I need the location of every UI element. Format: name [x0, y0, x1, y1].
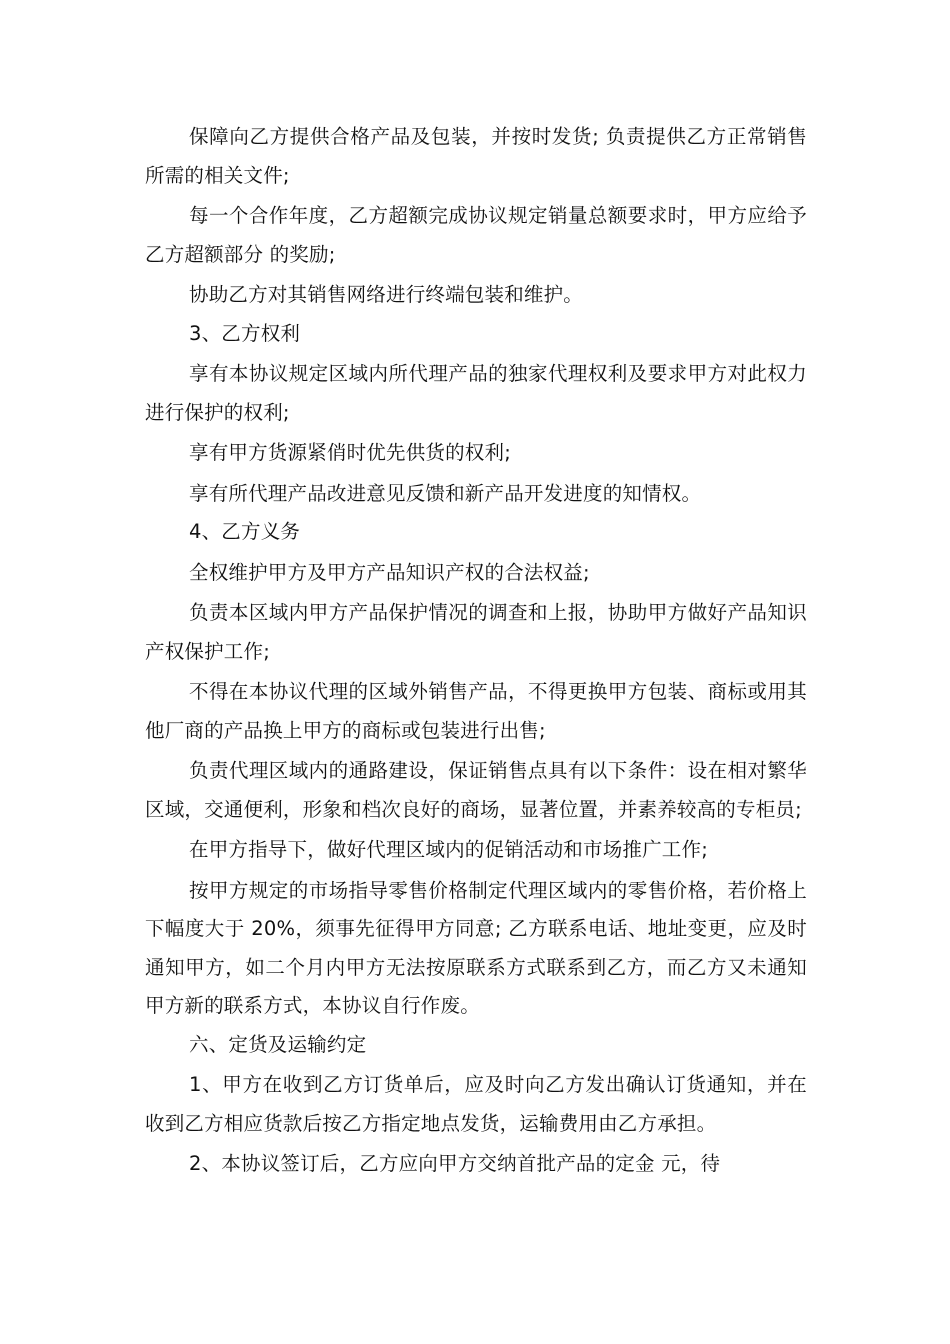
paragraph-supply-guarantee: 保障向乙方提供合格产品及包装，并按时发货; 负责提供乙方正常销售所需的相关文件;	[145, 125, 807, 187]
paragraph-right-to-know: 享有所代理产品改进意见反馈和新产品开发进度的知情权。	[189, 481, 702, 505]
section-heading-party-b-obligations: 4、乙方义务	[189, 520, 301, 543]
paragraph-network-maintenance: 协助乙方对其销售网络进行终端包装和维护。	[189, 283, 584, 306]
paragraph-deposit: 2、本协议签订后，乙方应向甲方交纳首批产品的定金 元，待	[189, 1152, 721, 1175]
paragraph-priority-supply: 享有甲方货源紧俏时优先供货的权利;	[189, 441, 511, 464]
paragraph-order-confirmation: 1、甲方在收到乙方订货单后，应及时向乙方发出确认订货通知，并在收到乙方相应货款后按乙方指定地点发货，运输费用由乙方承担。	[145, 1073, 807, 1135]
section-heading-ordering-shipping: 六、定货及运输约定	[189, 1032, 367, 1056]
paragraph-sales-restriction: 不得在本协议代理的区域外销售产品，不得更换甲方包装、商标或用其他厂商的产品换上甲方的商标或包装进行出售;	[145, 680, 807, 742]
paragraph-retail-price: 按甲方规定的市场指导零售价格制定代理区域内的零售价格，若价格上下幅度大于 20%，须事先征得甲方同意; 乙方联系电话、地址变更，应及时通知甲方，如二个月内甲方无法按原联系方式联系到乙方，而乙方又未通知甲方新的联系方式，本协议自行作废。	[145, 878, 807, 1017]
paragraph-investigation-report: 负责本区域内甲方产品保护情况的调查和上报，协助甲方做好产品知识产权保护工作;	[145, 601, 807, 663]
paragraph-promotion: 在甲方指导下，做好代理区域内的促销活动和市场推广工作;	[189, 838, 708, 861]
paragraph-exclusive-agency: 享有本协议规定区域内所代理产品的独家代理权利及要求甲方对此权力进行保护的权利;	[145, 362, 807, 424]
section-heading-party-b-rights: 3、乙方权利	[189, 321, 301, 345]
paragraph-channel-building: 负责代理区域内的通路建设，保证销售点具有以下条件：设在相对繁华区域，交通便利，形象和档次良好的商场，显著位置，并素养较高的专柜员;	[145, 759, 807, 821]
paragraph-ip-protection: 全权维护甲方及甲方产品知识产权的合法权益;	[189, 560, 590, 584]
paragraph-excess-reward: 每一个合作年度，乙方超额完成协议规定销量总额要求时，甲方应给予乙方超额部分 的奖励;	[145, 204, 807, 266]
document-body	[145, 118, 807, 1184]
